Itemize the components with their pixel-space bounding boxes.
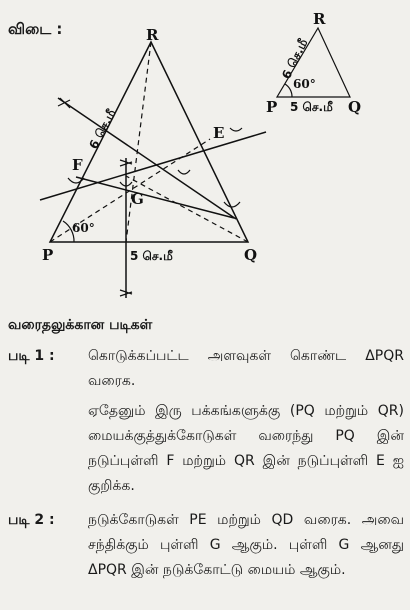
step-1	[8, 344, 404, 499]
vertex-p-label: P	[42, 246, 54, 264]
side-pq-label: 5 செ.மீ	[130, 249, 173, 263]
step-1-text: கொடுக்கப்பட்ட அளவுகள் கொண்ட ΔPQR வரைக.	[88, 348, 404, 389]
angle-label: 60°	[72, 221, 95, 235]
point-f-label: F	[72, 156, 83, 174]
answer-label: விடை :	[8, 20, 63, 38]
step-2-text: நடுக்கோடுகள் PE மற்றும் QD வரைக. அவை சந்திக்கும் புள்ளி G ஆகும். புள்ளி G ஆனது ΔPQR இன் நடுக்கோட்டு மையம் ஆகும்.	[88, 512, 404, 578]
triangle-pqr	[50, 42, 248, 242]
side-pr-label: 6 செ.மீ	[86, 107, 119, 152]
step-2-label: படி 2 :	[8, 512, 55, 528]
vertex-q-label: Q	[244, 246, 258, 264]
bisector-pr	[58, 98, 236, 219]
steps-heading: வரைதலுக்கான படிகள்	[8, 317, 153, 333]
step-1-label: படி 1 :	[8, 348, 55, 364]
arc-mark	[224, 202, 240, 207]
rough-vertex-r-label: R	[313, 10, 326, 28]
rough-vertex-q-label: Q	[348, 98, 362, 116]
vertex-r-label: R	[146, 26, 159, 44]
step-2	[8, 508, 404, 583]
arc-mark	[178, 170, 190, 174]
rough-side-pr-label: 6 செ.மீ	[279, 36, 311, 82]
point-e-label: E	[213, 124, 225, 142]
rough-side-pq-label: 5 செ.மீ	[290, 100, 333, 114]
rough-angle-label: 60°	[293, 77, 316, 91]
secant-line-2	[76, 177, 234, 218]
step-1-text-2: ஏதேனும் இரு பக்கங்களுக்கு (PQ மற்றும் QR) மையக்குத்துக்கோடுகள் வரைந்து PQ இன் நடுப்புள்ளி F மற்றும் QR இன் நடுப்புள்ளி E ஐ குறிக்க.	[88, 403, 404, 494]
point-g-label: G	[131, 190, 144, 208]
median-rf	[126, 42, 151, 242]
rough-vertex-p-label: P	[266, 98, 278, 116]
arc-mark	[230, 128, 242, 131]
rough-angle-arc	[285, 84, 292, 97]
